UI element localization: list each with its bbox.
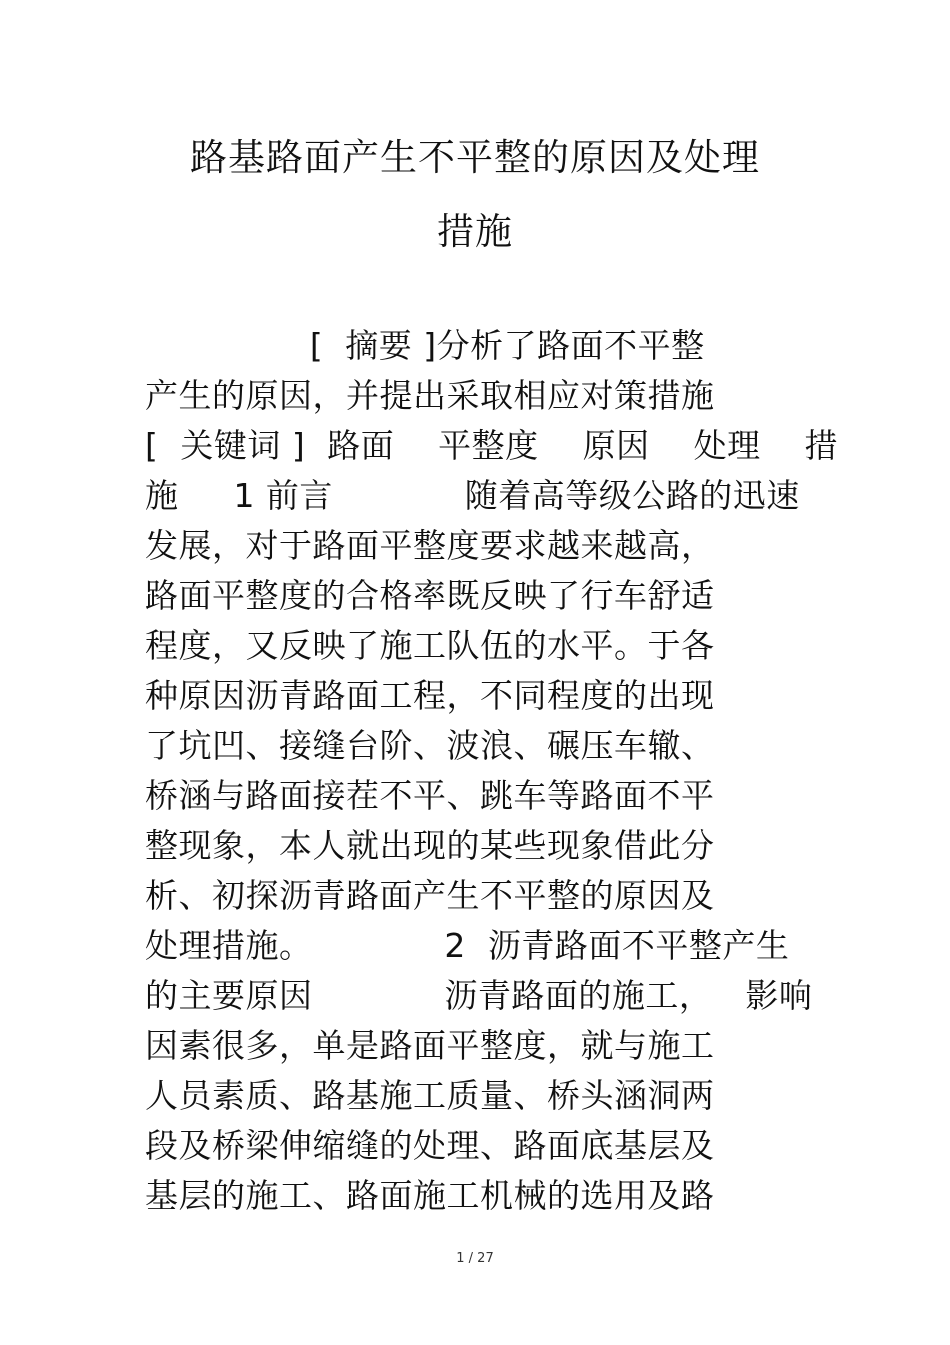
- body-text-line: 段及桥梁伸缩缝的处理、路面底基层及: [145, 1126, 715, 1165]
- body-text-line: 人员素质、路基施工质量、桥头涵洞两: [145, 1076, 715, 1115]
- body-text-line: [ 关键词 ] 路面 平整度 原因 处理 措: [145, 426, 839, 465]
- body-text-line: 整现象，本人就出现的某些现象借此分: [145, 826, 715, 865]
- body-text-line: 产生的原因，并提出采取相应对策措施: [145, 376, 715, 415]
- body-text-line: 了坑凹、接缝台阶、波浪、碾压车辙、: [145, 726, 715, 765]
- body-text-line: 析、初探沥青路面产生不平整的原因及: [145, 876, 715, 915]
- page-number: 1 / 27: [456, 1251, 494, 1266]
- body-text-line: 发展，对于路面平整度要求越来越高，: [145, 526, 715, 565]
- document-title-line-2: 措施: [437, 210, 513, 253]
- body-text-line: 桥涵与路面接茬不平、跳车等路面不平: [145, 776, 715, 815]
- body-text-line: 的主要原因 沥青路面的施工， 影响: [145, 976, 813, 1015]
- document-title-line-1: 路基路面产生不平整的原因及处理: [190, 136, 760, 179]
- body-text-line: 因素很多，单是路面平整度，就与施工: [145, 1026, 715, 1065]
- body-text-line: 程度，又反映了施工队伍的水平。于各: [145, 626, 715, 665]
- body-text-line: 路面平整度的合格率既反映了行车舒适: [145, 576, 715, 615]
- body-text-line: 施 1 前言 随着高等级公路的迅速: [145, 476, 800, 515]
- body-text-line: [ 摘要 ]分析了路面不平整: [145, 326, 705, 365]
- body-text-line: 种原因沥青路面工程，不同程度的出现: [145, 676, 715, 715]
- body-text-line: 基层的施工、路面施工机械的选用及路: [145, 1176, 715, 1215]
- body-text-line: 处理措施。 2 沥青路面不平整产生: [145, 926, 790, 965]
